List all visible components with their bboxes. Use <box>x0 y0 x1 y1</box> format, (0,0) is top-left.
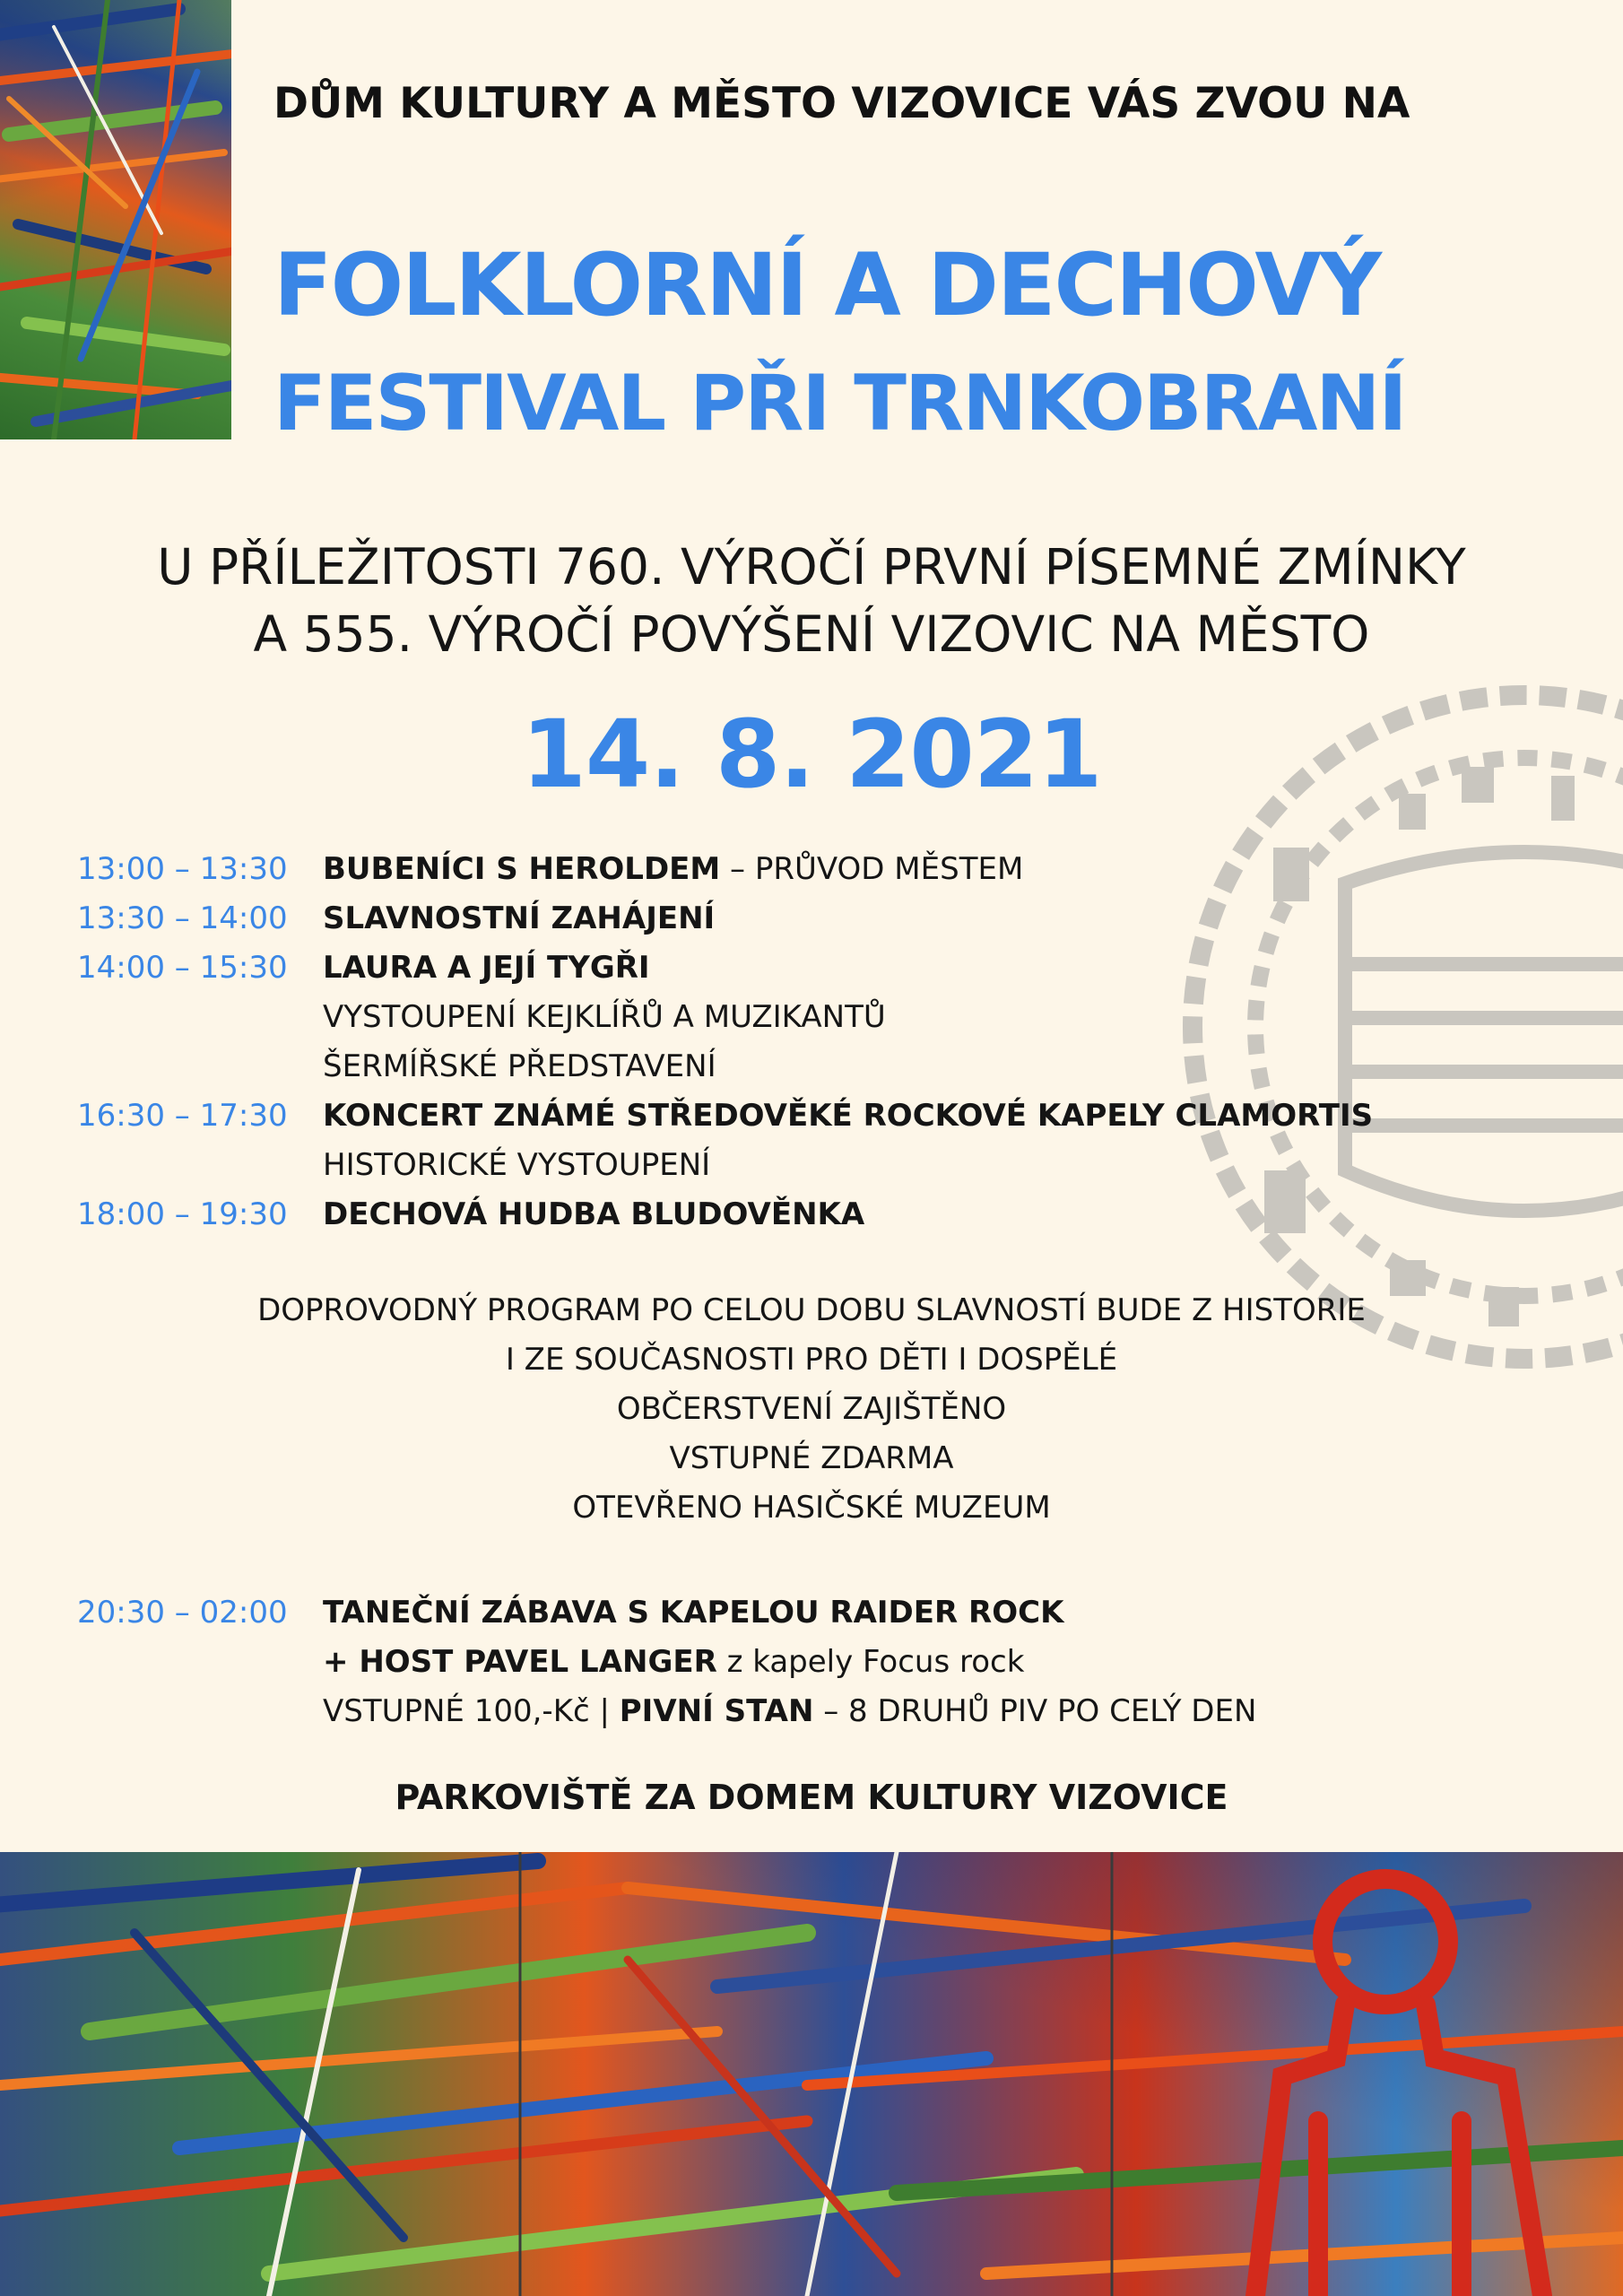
accompanying-line: VSTUPNÉ ZDARMA <box>669 1440 954 1476</box>
program-act <box>323 950 650 986</box>
program-act-title: KONCERT ZNÁMÉ STŘEDOVĚKÉ ROCKOVÉ KAPELY CLAMORTIS <box>323 1098 1374 1134</box>
evening-info <box>323 1693 1256 1729</box>
accompanying-line: OTEVŘENO HASIČSKÉ MUZEUM <box>572 1490 1051 1526</box>
program-act-detail: HISTORICKÉ VYSTOUPENÍ <box>323 1147 711 1183</box>
program-row <box>0 994 1623 1042</box>
accompanying-line: DOPROVODNÝ PROGRAM PO CELOU DOBU SLAVNOSTÍ BUDE Z HISTORIE <box>257 1292 1366 1328</box>
program-act <box>323 1098 1373 1134</box>
program-act <box>323 1147 710 1183</box>
program-time: 13:00 – 13:30 <box>77 851 288 887</box>
evening-row <box>0 1589 1623 1638</box>
program-row <box>0 895 1623 944</box>
parking-info: PARKOVIŠTĚ ZA DOMEM KULTURY VIZOVICE <box>395 1778 1228 1817</box>
program-act-title: BUBENÍCI S HEROLDEM <box>323 851 721 887</box>
program-act <box>323 999 886 1035</box>
program-row <box>0 1043 1623 1091</box>
occasion-line1: U PŘÍLEŽITOSTI 760. VÝROČÍ PRVNÍ PÍSEMNÉ ZMÍNKY <box>157 538 1466 596</box>
occasion-line2: A 555. VÝROČÍ POVÝŠENÍ VIZOVIC NA MĚSTO <box>253 605 1370 663</box>
program-row <box>0 1142 1623 1190</box>
artwork-bottom-banner <box>0 1852 1623 2296</box>
program-row <box>0 944 1623 993</box>
program-row <box>0 1191 1623 1239</box>
program-act-title: SLAVNOSTNÍ ZAHÁJENÍ <box>323 900 716 936</box>
program-time: 16:30 – 17:30 <box>77 1098 288 1134</box>
evening-entry-fee: VSTUPNÉ 100,-Kč | <box>323 1693 620 1729</box>
festival-title-line1: FOLKLORNÍ A DECHOVÝ <box>273 235 1381 335</box>
program-act <box>323 851 1023 887</box>
program-act-detail: VYSTOUPENÍ KEJKLÍŘŮ A MUZIKANTŮ <box>323 999 886 1035</box>
program-row <box>0 846 1623 894</box>
program-act <box>323 1196 864 1232</box>
program-act-title: DECHOVÁ HUDBA BLUDOVĚNKA <box>323 1196 865 1232</box>
program-time: 14:00 – 15:30 <box>77 950 288 986</box>
evening-time: 20:30 – 02:00 <box>77 1595 288 1631</box>
program-act-detail: – PRŮVOD MĚSTEM <box>720 851 1024 887</box>
program-act-detail: ŠERMÍŘSKÉ PŘEDSTAVENÍ <box>323 1048 716 1084</box>
program-time: 18:00 – 19:30 <box>77 1196 288 1232</box>
intro-text: DŮM KULTURY A MĚSTO VIZOVICE VÁS ZVOU NA <box>273 79 1410 128</box>
evening-guest-detail: z kapely Focus rock <box>716 1644 1025 1680</box>
accompanying-line: I ZE SOUČASNOSTI PRO DĚTI I DOSPĚLÉ <box>505 1342 1118 1378</box>
evening-row <box>0 1639 1623 1687</box>
evening-row <box>0 1688 1623 1736</box>
program-act <box>323 1048 716 1084</box>
program-time: 13:30 – 14:00 <box>77 900 288 936</box>
evening-guest-name: + HOST PAVEL LANGER <box>323 1644 717 1680</box>
program-act <box>323 900 715 936</box>
program-row <box>0 1092 1623 1141</box>
accompanying-line: OBČERSTVENÍ ZAJIŠTĚNO <box>616 1391 1007 1427</box>
evening-dance-title: TANEČNÍ ZÁBAVA S KAPELOU RAIDER ROCK <box>323 1595 1064 1631</box>
beer-tent-detail: – 8 DRUHŮ PIV PO CELÝ DEN <box>813 1693 1257 1729</box>
festival-title-line2: FESTIVAL PŘI TRNKOBRANÍ <box>273 359 1406 448</box>
beer-tent-label: PIVNÍ STAN <box>619 1693 814 1729</box>
evening-guest <box>323 1644 1024 1680</box>
event-date: 14. 8. 2021 <box>521 700 1102 809</box>
artwork-top-left <box>0 0 231 439</box>
program-act-title: LAURA A JEJÍ TYGŘI <box>323 950 650 986</box>
